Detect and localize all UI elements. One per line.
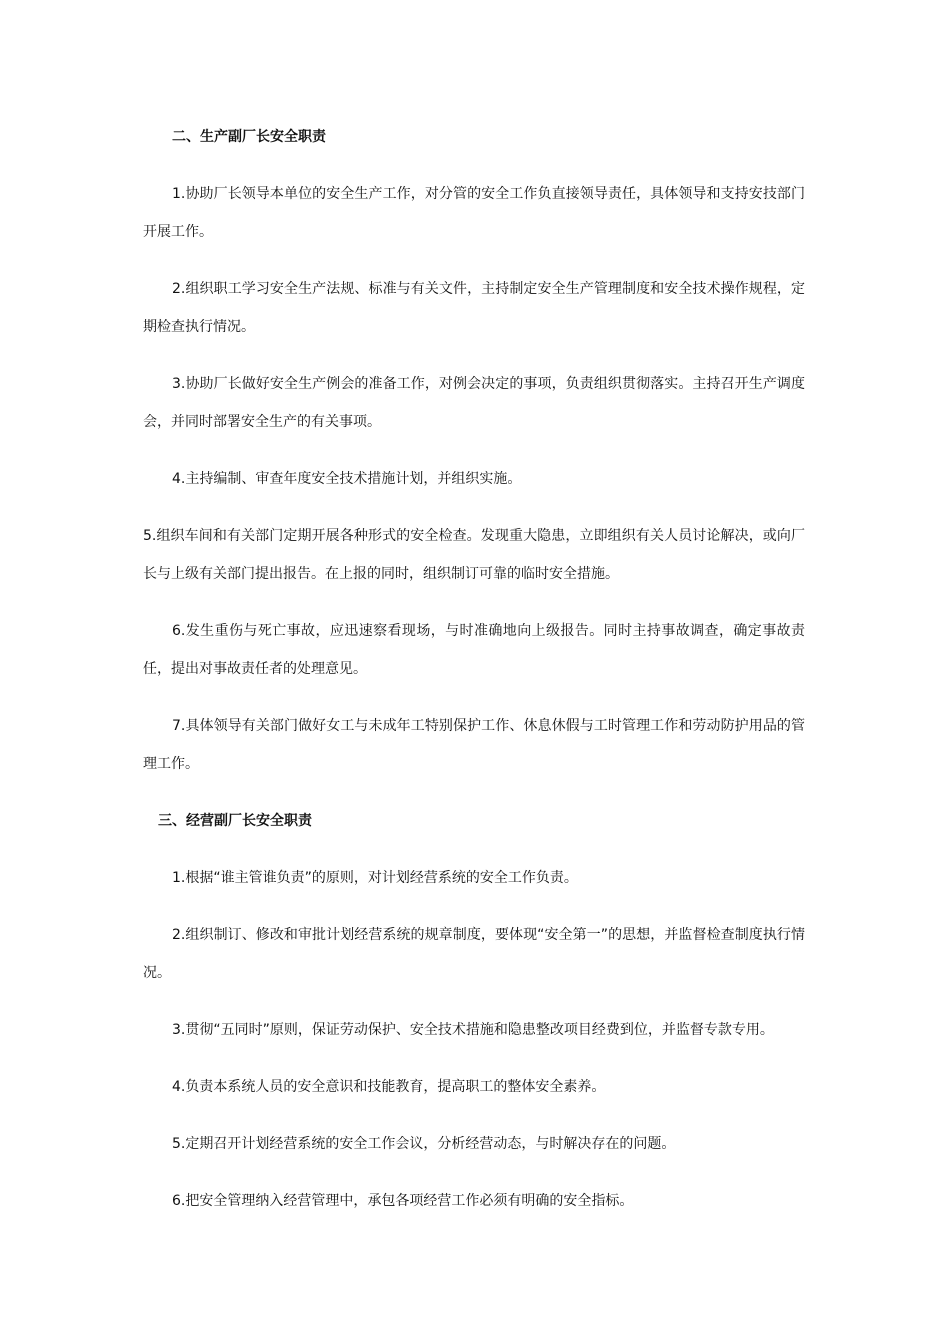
paragraph: 7.具体领导有关部门做好女工与未成年工特别保护工作、休息休假与工时管理工作和劳动防护用品的管理工作。 bbox=[143, 718, 805, 772]
section-heading-production-deputy: 二、生产副厂长安全职责 bbox=[172, 129, 326, 145]
paragraph: 2.组织制订、修改和审批计划经营系统的规章制度，要体现“安全第一”的思想，并监督检查制度执行情况。 bbox=[143, 927, 805, 981]
paragraph: 6.把安全管理纳入经营管理中，承包各项经营工作必须有明确的安全指标。 bbox=[172, 1193, 634, 1209]
paragraph: 1.协助厂长领导本单位的安全生产工作，对分管的安全工作负直接领导责任，具体领导和支持安技部门开展工作。 bbox=[143, 186, 805, 240]
paragraph: 3.贯彻“五同时”原则，保证劳动保护、安全技术措施和隐患整改项目经费到位，并监督专款专用。 bbox=[172, 1022, 774, 1038]
paragraph: 2.组织职工学习安全生产法规、标准与有关文件，主持制定安全生产管理制度和安全技术操作规程，定期检查执行情况。 bbox=[143, 281, 805, 335]
paragraph: 3.协助厂长做好安全生产例会的准备工作，对例会决定的事项，负责组织贯彻落实。主持召开生产调度会，并同时部署安全生产的有关事项。 bbox=[143, 376, 805, 430]
paragraph: 6.发生重伤与死亡事故，应迅速察看现场，与时准确地向上级报告。同时主持事故调查，确定事故责任，提出对事故责任者的处理意见。 bbox=[143, 623, 805, 677]
paragraph: 5.定期召开计划经营系统的安全工作会议，分析经营动态，与时解决存在的问题。 bbox=[172, 1136, 676, 1152]
section-heading-business-deputy: 三、经营副厂长安全职责 bbox=[158, 813, 312, 829]
paragraph: 1.根据“谁主管谁负责”的原则，对计划经营系统的安全工作负责。 bbox=[172, 870, 578, 886]
paragraph: 4.主持编制、审查年度安全技术措施计划，并组织实施。 bbox=[172, 471, 522, 487]
document-body bbox=[143, 118, 805, 1239]
paragraph: 4.负责本系统人员的安全意识和技能教育，提高职工的整体安全素养。 bbox=[172, 1079, 606, 1095]
paragraph: 5.组织车间和有关部门定期开展各种形式的安全检查。发现重大隐患，立即组织有关人员讨论解决，或向厂长与上级有关部门提出报告。在上报的同时，组织制订可靠的临时安全措施。 bbox=[143, 528, 805, 582]
